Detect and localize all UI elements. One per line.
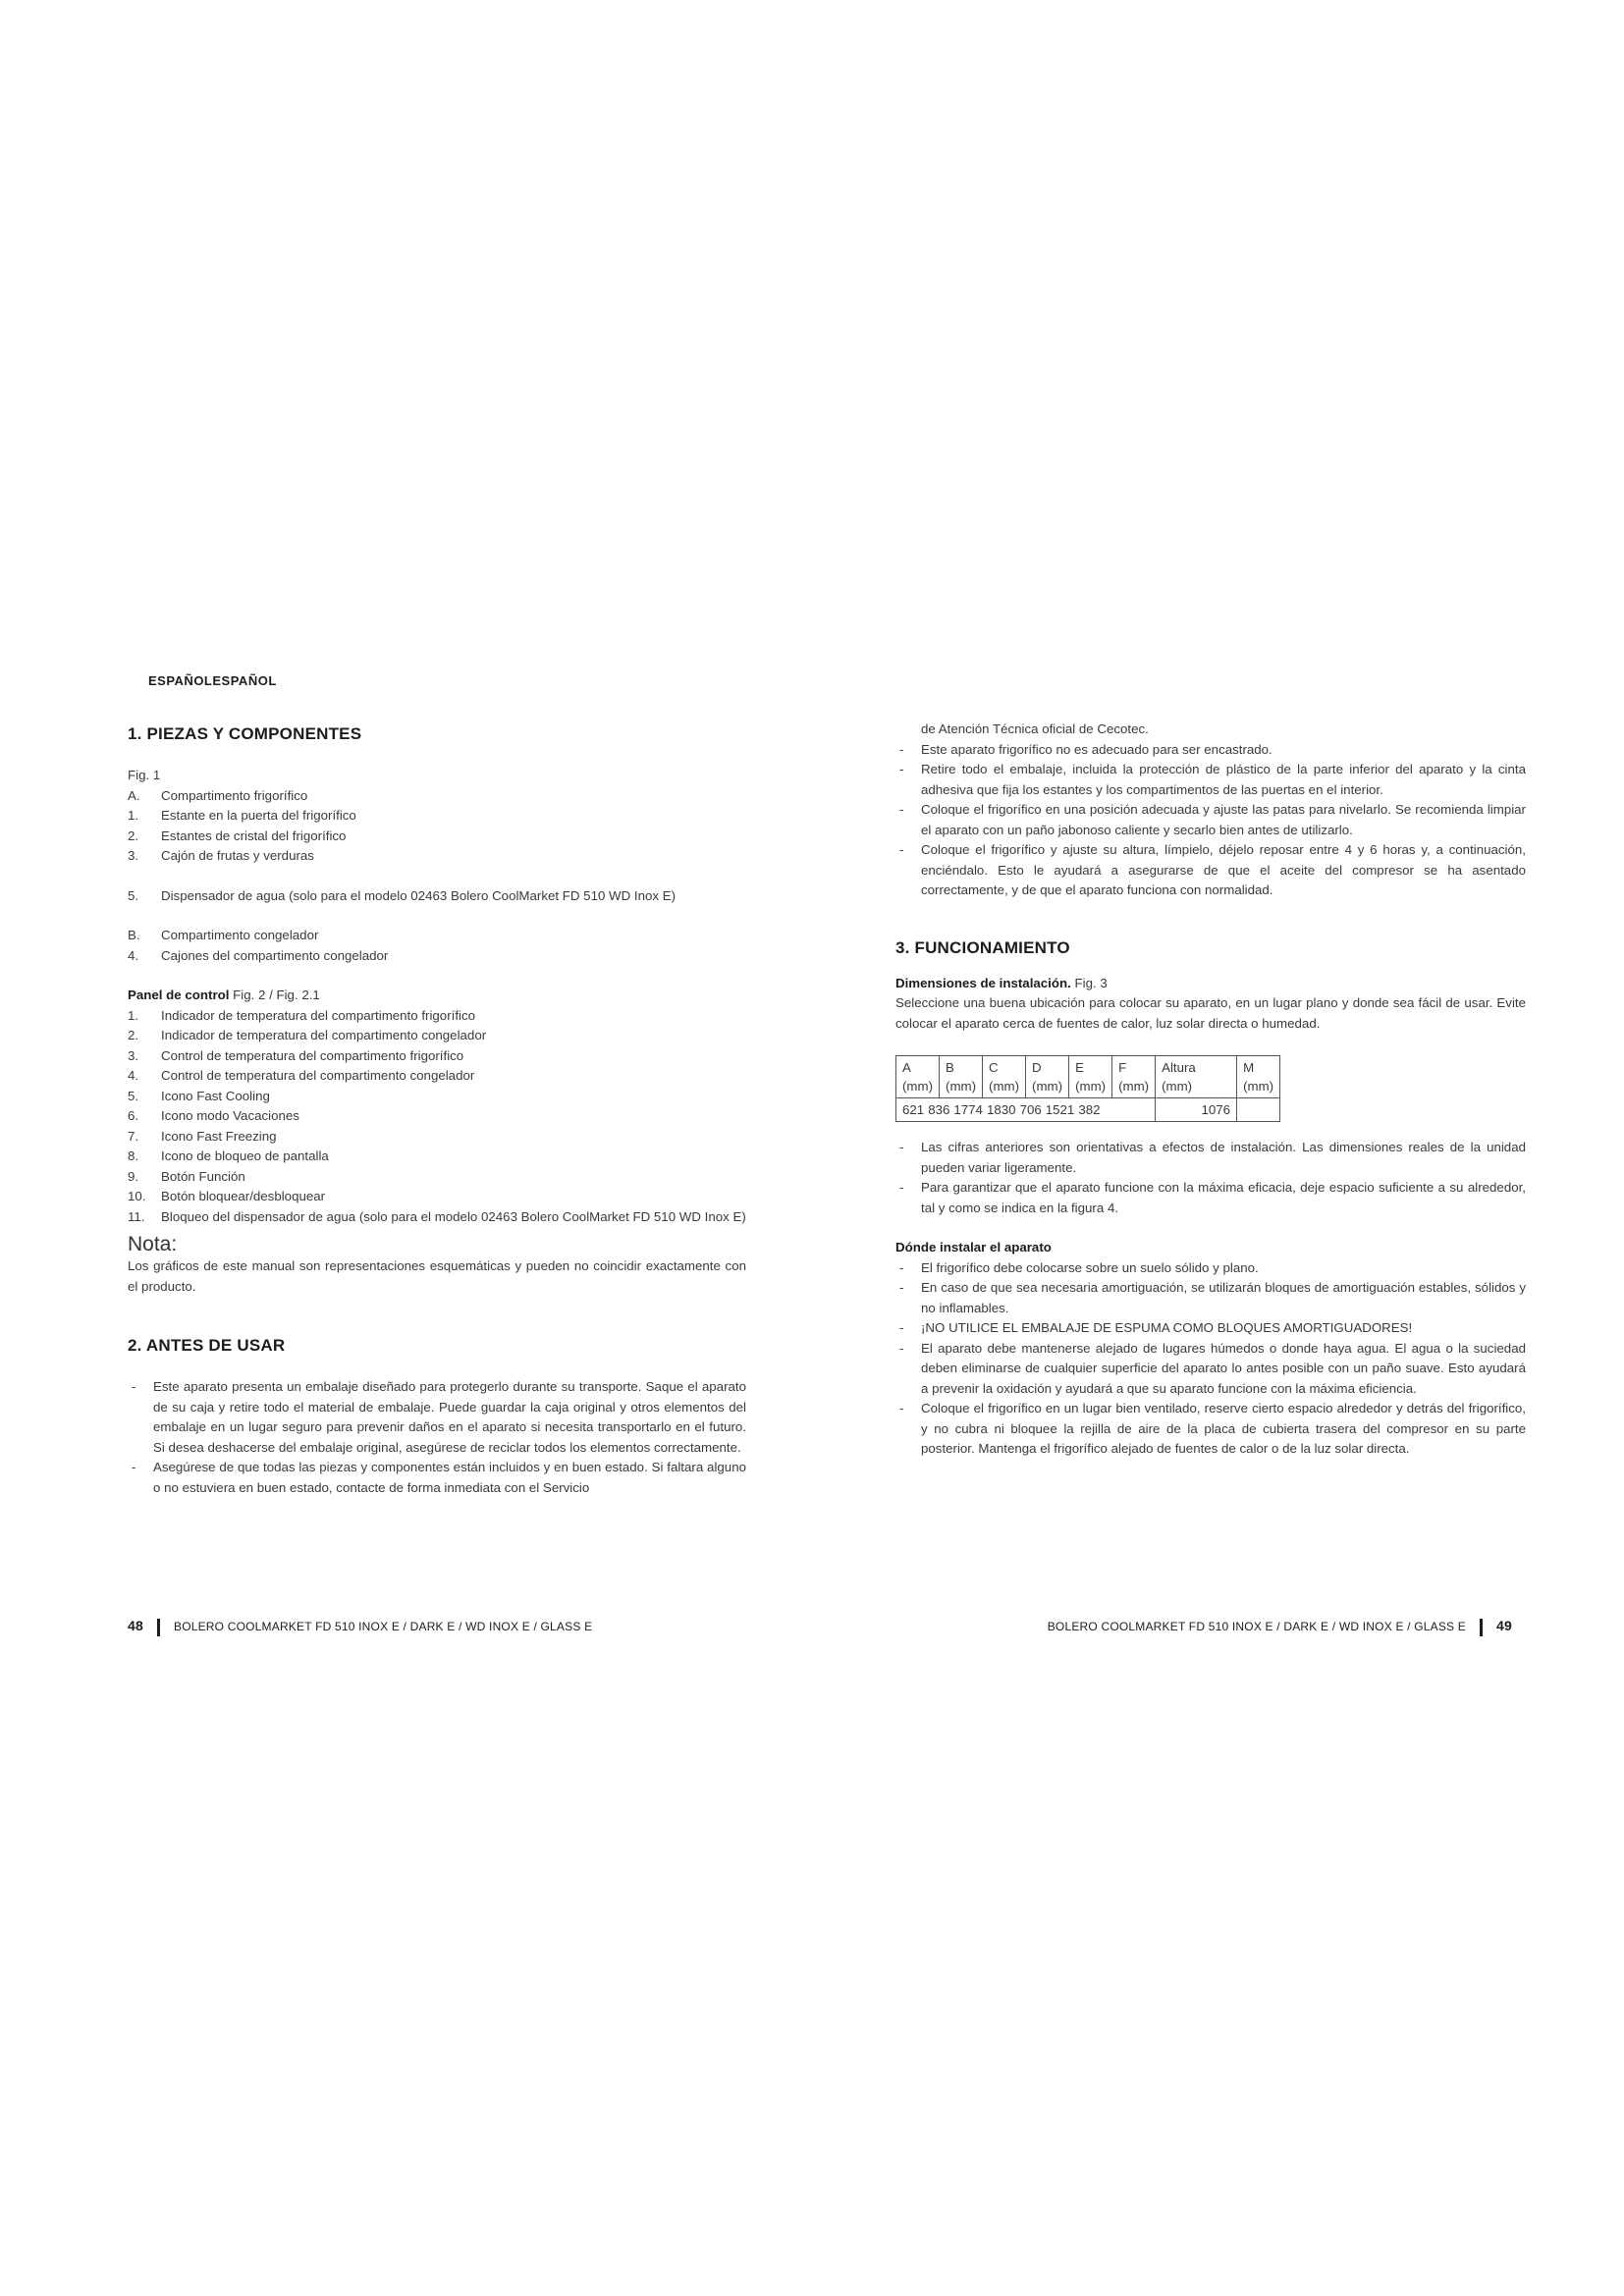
list-item — [128, 827, 746, 847]
bullet-item: - En caso de que sea necesaria amortiguación, se utilizarán bloques de amortiguación estables, sólidos y no inflamables. — [895, 1278, 1526, 1318]
list-item-number: B. — [128, 928, 140, 942]
bullet-item: - Coloque el frigorífico en una posición adecuada y ajuste las patas para nivelarlo. Se recomienda limpiar el aparato con un paño jabonoso caliente y secarlo bien antes de utilizarlo. — [895, 800, 1526, 840]
list-item-text: Icono de bloqueo de pantalla — [161, 1148, 329, 1163]
table-header-cell: F (mm) — [1112, 1056, 1156, 1098]
list-item-text: Estante en la puerta del frigorífico — [161, 808, 356, 823]
list-item — [128, 806, 746, 827]
table-cell-altura: 1076 — [1156, 1098, 1237, 1122]
list-item — [128, 1046, 746, 1067]
table-value: 382 — [1078, 1102, 1101, 1117]
list-item — [128, 1106, 746, 1127]
bullet-item: - Para garantizar que el aparato funcione con la máxima eficacia, deje espacio suficiente a su alrededor, tal y como se indica en la figura 4. — [895, 1178, 1526, 1218]
table-values-row — [896, 1098, 1280, 1122]
bullet-item: - Coloque el frigorífico en un lugar bien ventilado, reserve cierto espacio alrededor y detrás del frigorífico, y no cubra ni bloquee la rejilla de aire de la placa de cubierta trasera del compresor en su parte posterior. Mantenga el frigorífico alejado de fuentes de calor o de la luz solar directa. — [895, 1399, 1526, 1460]
list-item-text: Estantes de cristal del frigorífico — [161, 828, 347, 843]
where-title: Dónde instalar el aparato — [895, 1240, 1052, 1255]
bullet-item: - Este aparato presenta un embalaje diseñado para protegerlo durante su transporte. Saque el aparato de su caja y retire todo el material de embalaje. Puede guardar la caja original y otros elementos del embalaje en un lugar seguro para prevenir daños en el aparato si necesita transportarlo en el futuro. Si desea deshacerse del embalaje original, asegúrese de reciclar todos los elementos correctamente. — [128, 1377, 746, 1458]
list-item-number: 3. — [128, 848, 139, 863]
table-value: 1521 — [1045, 1102, 1075, 1117]
table-header-cell: A (mm) — [896, 1056, 940, 1098]
bullet-item: - Las cifras anteriores son orientativas a efectos de instalación. Las dimensiones reales de la unidad pueden variar ligeramente. — [895, 1138, 1526, 1178]
dimensions-table — [895, 1055, 1280, 1122]
bullet-item: - Asegúrese de que todas las piezas y componentes están incluidos y en buen estado. Si faltara alguno o no estuviera en buen estado, contacte de forma inmediata con el Servicio — [128, 1458, 746, 1498]
table-value: 1774 — [953, 1102, 983, 1117]
list-item — [128, 1066, 746, 1087]
list-item-number: 11. — [128, 1208, 145, 1224]
component-list-c — [128, 926, 746, 966]
footer-left — [128, 1618, 592, 1636]
list-item — [128, 926, 746, 946]
component-list-b — [128, 886, 746, 907]
footer-divider — [157, 1619, 160, 1636]
list-item — [128, 1087, 746, 1107]
right-column — [895, 720, 1526, 1460]
section-title-antes: 2. ANTES DE USAR — [128, 1336, 286, 1355]
footer-divider — [1480, 1619, 1483, 1636]
table-header-cell: E (mm) — [1069, 1056, 1112, 1098]
panel-fig: Fig. 2 / Fig. 2.1 — [229, 988, 320, 1002]
list-item — [128, 886, 746, 907]
dims-text: Seleccione una buena ubicación para colocar su aparato, en un lugar plano y donde sea fácil de usar. Evite colocar el aparato cerca de fuentes de calor, luz solar directa o humedad. — [895, 995, 1526, 1031]
panel-heading — [128, 986, 746, 1006]
bullet-item: - Este aparato frigorífico no es adecuado para ser encastrado. — [895, 740, 1526, 761]
list-item — [128, 1147, 746, 1167]
list-item-number: 2. — [128, 828, 139, 843]
left-column — [128, 707, 746, 1498]
table-cell-m — [1237, 1098, 1280, 1122]
list-item-number: 1. — [128, 1007, 139, 1023]
language-header: ESPAÑOLESPAÑOL — [148, 673, 277, 688]
list-item-number: 5. — [128, 1088, 139, 1103]
list-item — [128, 946, 746, 967]
panel-list — [128, 1006, 746, 1228]
list-item-text: Control de temperatura del compartimento congelador — [161, 1068, 475, 1083]
nota-text: Los gráficos de este manual son representaciones esquemáticas y pueden no coincidir exactamente con el producto. — [128, 1258, 746, 1294]
footer-right — [1048, 1618, 1512, 1636]
list-item-number: 9. — [128, 1168, 139, 1184]
dims-heading — [895, 974, 1526, 994]
bullet-item: - Retire todo el embalaje, incluida la protección de plástico de la parte inferior del aparato y la cinta adhesiva que fija los estantes y los compartimentos de las puertas en el interior. — [895, 760, 1526, 800]
list-item-text: Compartimento frigorífico — [161, 787, 308, 803]
list-item-text: Icono Fast Cooling — [161, 1088, 270, 1103]
list-item-number: 6. — [128, 1108, 139, 1123]
page-number-left: 48 — [128, 1618, 143, 1633]
list-item-text: Indicador de temperatura del compartimento frigorífico — [161, 1007, 476, 1023]
dims-label: Dimensiones de instalación. — [895, 975, 1071, 990]
bullet-item: - ¡NO UTILICE EL EMBALAJE DE ESPUMA COMO BLOQUES AMORTIGUADORES! — [895, 1318, 1526, 1339]
panel-label: Panel de control — [128, 988, 230, 1002]
list-item — [128, 1127, 746, 1148]
table-value: 706 — [1019, 1102, 1042, 1117]
table-header-cell: C (mm) — [983, 1056, 1026, 1098]
footer-product-left: BOLERO COOLMARKET FD 510 INOX E / DARK E / WD INOX E / GLASS E — [173, 1620, 593, 1633]
footer-product-right: BOLERO COOLMARKET FD 510 INOX E / DARK E / WD INOX E / GLASS E — [1047, 1620, 1467, 1633]
table-header-cell: B (mm) — [940, 1056, 983, 1098]
table-header-row — [896, 1056, 1280, 1098]
page-number-right: 49 — [1496, 1618, 1512, 1633]
list-item-text: Compartimento congelador — [161, 928, 319, 942]
table-header-cell: M (mm) — [1237, 1056, 1280, 1098]
list-item-number: 5. — [128, 887, 139, 903]
list-item-text: Indicador de temperatura del compartimento congelador — [161, 1028, 487, 1042]
table-value: 1830 — [986, 1102, 1016, 1117]
nota-block — [128, 1233, 746, 1297]
table-cell-values — [896, 1098, 1156, 1122]
list-item-text: Cajón de frutas y verduras — [161, 848, 314, 863]
list-item-number: 8. — [128, 1148, 139, 1163]
nota-title: Nota: — [128, 1233, 178, 1255]
list-item-number: 2. — [128, 1028, 139, 1042]
list-item-number: 4. — [128, 1068, 139, 1083]
bullet-item: - El frigorífico debe colocarse sobre un suelo sólido y plano. — [895, 1258, 1526, 1279]
bullet-item: - Coloque el frigorífico y ajuste su altura, límpielo, déjelo reposar entre 4 y 6 horas y, a continuación, enciéndalo. Esto le ayudará a asegurarse de que el aceite del compresor se ha asentado correctamente, y de que el aparato funciona con normalidad. — [895, 840, 1526, 901]
list-item — [128, 1187, 746, 1207]
list-item — [128, 1207, 746, 1228]
antes-list-right — [895, 740, 1526, 901]
list-item-text: Botón Función — [161, 1168, 245, 1184]
list-item — [128, 846, 746, 867]
list-item-number: 10. — [128, 1189, 146, 1203]
list-item-text: Icono Fast Freezing — [161, 1128, 277, 1144]
list-item-number: 4. — [128, 947, 139, 963]
table-header-cell: Altura (mm) — [1156, 1056, 1237, 1098]
list-item — [128, 1006, 746, 1027]
list-item-text: Bloqueo del dispensador de agua (solo para el modelo 02463 Bolero CoolMarket FD 510 WD Inox E) — [161, 1208, 746, 1224]
list-item-text: Control de temperatura del compartimento frigorífico — [161, 1047, 464, 1063]
table-header-cell: D (mm) — [1026, 1056, 1069, 1098]
list-item-text: Botón bloquear/desbloquear — [161, 1189, 326, 1203]
antes-list-left — [128, 1377, 746, 1498]
list-item-text: Icono modo Vacaciones — [161, 1108, 299, 1123]
list-item-text: Cajones del compartimento congelador — [161, 947, 389, 963]
bullet-item: - El aparato debe mantenerse alejado de lugares húmedos o donde haya agua. El agua o la suciedad deben eliminarse de cualquier superficie del aparato lo antes posible con un paño suave. Esto ayudará a prevenir la oxidación y ayudará a que su aparato funcione con la máxima eficiencia. — [895, 1339, 1526, 1400]
list-item — [128, 1167, 746, 1188]
list-item-text: Dispensador de agua (solo para el modelo 02463 Bolero CoolMarket FD 510 WD Inox E) — [161, 887, 677, 903]
list-item — [128, 1026, 746, 1046]
section-title-piezas: 1. PIEZAS Y COMPONENTES — [128, 724, 362, 743]
list-item-number: 1. — [128, 808, 139, 823]
fig-label: Fig. 1 — [128, 768, 161, 782]
list-item-number: 7. — [128, 1128, 139, 1144]
dims-notes — [895, 1138, 1526, 1218]
list-item-number: 3. — [128, 1047, 139, 1063]
section-title-funcionamiento: 3. FUNCIONAMIENTO — [895, 937, 1070, 957]
list-item-number: A. — [128, 787, 140, 803]
continuation-text: de Atención Técnica oficial de Cecotec. — [921, 721, 1149, 736]
table-value: 836 — [928, 1102, 950, 1117]
where-list — [895, 1258, 1526, 1460]
list-item — [128, 786, 746, 807]
table-value: 621 — [902, 1102, 925, 1117]
component-list-a — [128, 786, 746, 867]
dims-fig: Fig. 3 — [1070, 975, 1108, 990]
